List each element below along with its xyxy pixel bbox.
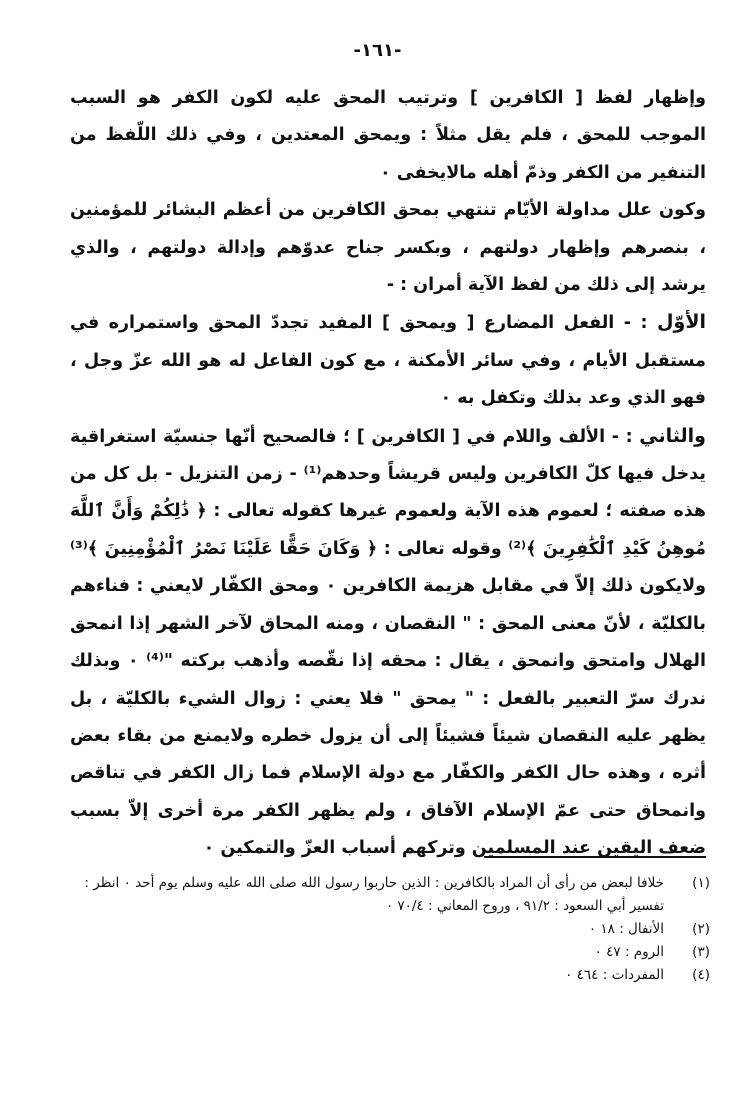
paragraph-text: وإظهار لفظ [ الكافرين ] وترتيب المحق عليه لكون الكفر هو السبب الموجب للمحق ، فلم يقل مثلاً : ويمحق المعتدين ، وفي ذلك اللّفظ من التنفير من الكفر وذمّ أهله مالايخفى ٠ [70,88,706,183]
footnotes [70,872,710,987]
paragraph-text: : - الفعل المضارع [ ويمحق ] المفيد تجددّ المحق واستمراره في مستقبل الأيام ، وفي سائر الأمكنة ، مع كون الفاعل له هو الله عزّ وجل ، فهو الذي وعد بذلك وتكفل به ٠ [70,313,706,409]
footnote [70,918,710,941]
page-number: -١٦١- [353,40,402,61]
footnote-number: (٢) [692,921,710,937]
footnote [70,872,710,918]
paragraph [70,304,706,417]
paragraph [70,418,706,868]
footnote-number: (٣) [692,944,710,960]
footnote-text: خلافا لبعض من رأى أن المراد بالكافرين : الذين حاربوا رسول الله صلى الله عليه وسلم يوم أحد ٠ انظر : تفسير أبي السعود : ٩١/٢ ، وروح المعاني : ٧٠/٤ ٠ [84,875,664,914]
footnote-text: المفردات : ٤٦٤ ٠ [565,967,664,983]
footnote [70,941,710,964]
footnote-number: (٤) [692,967,710,983]
body-text [70,80,706,868]
footnote-text: الأنفال : ١٨ ٠ [588,921,664,937]
footnote-divider [484,856,706,858]
paragraph-text: : - الألف واللام في [ الكافرين ] ؛ فالصحيح أنّها جنسيّة استغراقية يدخل فيها كلّ الكافرين وليس قريشاً وحدهم⁽¹⁾ - زمن التنزيل - بل كل من هذه صفته ؛ لعموم هذه الآية ولعموم غيرها كقوله تعالى : ﴿ ذَٰلِكُمْ وَأَنَّ ٱللَّهَ مُوهِنُ كَيْدِ ٱلْكَٰفِرِينَ ﴾⁽²⁾ وقوله تعالى : ﴿ وَكَانَ حَقًّا عَلَيْنَا نَصْرُ ٱلْمُؤْمِنِينَ ﴾⁽³⁾ ولايكون ذلك إلاّ في مقابل هزيمة الكافرين ٠ ومحق الكفّار لايعني : فناءهم بالكليّة ، لأنّ معنى المحق : " النقصان ، ومنه المحاق لآخر الشهر إذا انمحق الهلال وامتحق وانمحق ، يقال : محقه إذا نقّصه وأذهب بركته "⁽⁴⁾ ٠ وبذلك ندرك سرّ التعبير بالفعل : " يمحق " فلا يعني : زوال الشيء بالكليّة ، بل يظهر عليه النقصان شيئاً فشيئاً إلى أن يزول خطره ولايمنع من بقاء بعض أثره ، وهذه حال الكفر والكفّار مع دولة الإسلام فما زال الكفر في تناقص وانمحاق حتى عمّ الإسلام الآفاق ، ولم يظهر الكفر مرة أخرى إلاّ بسبب ضعف اليقين عند المسلمين وتركهم أسباب العزّ والتمكين ٠ [70,426,707,859]
footnote-text: الروم : ٤٧ ٠ [594,944,664,960]
paragraph [70,80,706,192]
footnote [70,964,710,987]
paragraph-text: وكون علل مداولة الأيّام تنتهي بمحق الكافرين من أعظم البشائر للمؤمنين ، بنصرهم وإظهار دولتهم ، وبكسر جناح عدوّهم وإدالة دولتهم ، والذي يرشد إلى ذلك من لفظ الآية أمران : - [70,200,706,296]
footnote-number: (١) [692,875,710,891]
paragraph-lead: والثاني [639,424,706,447]
paragraph [70,192,706,304]
paragraph-lead: الأوّل [657,311,706,334]
